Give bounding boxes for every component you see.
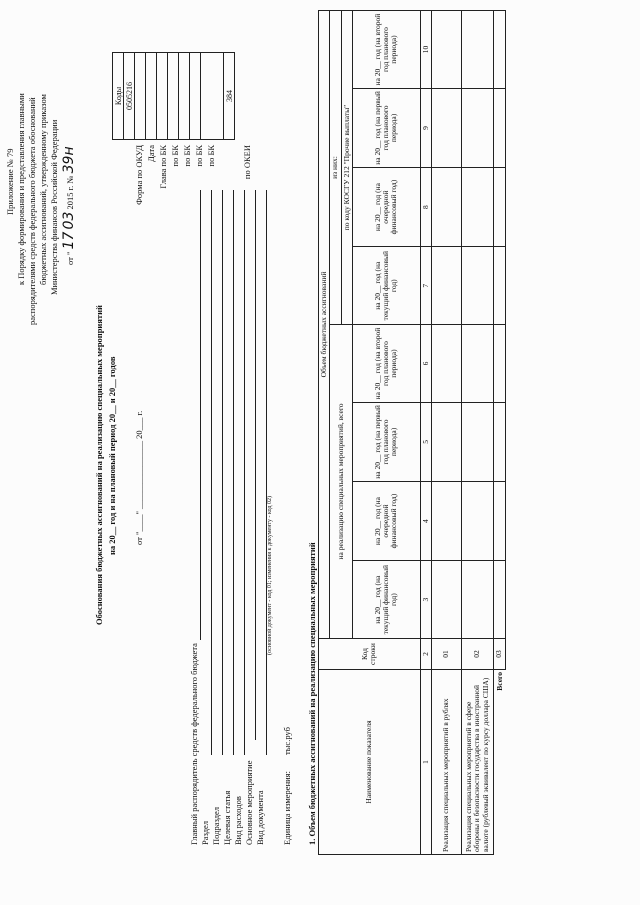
field-line-4 [233, 190, 234, 755]
cell [432, 11, 462, 89]
appendix-line2: к Порядку формирования и представления главными [16, 93, 26, 285]
codes-header: Коды [113, 53, 124, 140]
table-row [462, 11, 494, 855]
code-bk2 [168, 53, 179, 140]
document-title: Обоснования бюджетных ассигнований на реализацию специальных мероприятий [94, 305, 104, 625]
cell [462, 11, 494, 89]
codes-table [112, 52, 235, 140]
field-podrazdel: Подраздел [211, 806, 221, 845]
th-col-6: на 20__ год (на очередной финансовый год) [352, 167, 420, 247]
th-code: Код строки [319, 639, 421, 670]
cell [494, 167, 506, 247]
cell [462, 481, 494, 561]
num-8: 8 [420, 167, 431, 247]
field-osnovnoe: Основное мероприятие [244, 760, 254, 845]
field-line-7 [266, 190, 267, 755]
appendix-date-prefix: от " [65, 251, 75, 265]
cell [494, 11, 506, 89]
num-3: 3 [420, 561, 431, 639]
field-line-3 [222, 190, 223, 755]
row-1-name: Реализация специальных мероприятий в рублях [432, 670, 462, 855]
cell [462, 561, 494, 639]
field-vid-doc: Вид документа [255, 790, 265, 845]
num-2: 2 [420, 639, 431, 670]
table-row [432, 11, 462, 855]
main-table [318, 10, 506, 855]
cell [462, 325, 494, 403]
appendix-date [61, 146, 77, 265]
code-bk1 [157, 53, 168, 140]
num-7: 7 [420, 247, 431, 325]
cell [432, 325, 462, 403]
num-9: 9 [420, 89, 431, 168]
th-col-1: на 20__ год (на текущий финансовый год) [352, 561, 420, 639]
appendix-number: 39н [61, 146, 77, 174]
th-name: Наименование показателя [319, 670, 421, 855]
field-line-2 [211, 190, 212, 755]
cell [432, 247, 462, 325]
cell [432, 403, 462, 482]
th-total: на реализацию специальных мероприятий, всего [330, 325, 353, 639]
num-4: 4 [420, 481, 431, 561]
field-razdel: Раздел [200, 820, 210, 845]
code-bk3 [179, 53, 190, 140]
cell [494, 89, 506, 168]
num-5: 5 [420, 403, 431, 482]
th-col-2: на 20__ год (на очередной финансовый год) [352, 481, 420, 561]
unit-label: Единица измерения: [282, 771, 292, 845]
unit-value: тыс.руб [282, 727, 292, 755]
appendix-line4: бюджетных ассигнований, утвержденному приказом [38, 94, 48, 285]
field-line-5 [244, 190, 245, 755]
row-3-code: 03 [494, 639, 506, 670]
code-date [135, 53, 146, 140]
code-label-bk1: по БК [170, 145, 180, 167]
cell [432, 89, 462, 168]
th-col-5: на 20__ год (на текущий финансовый год) [352, 247, 420, 325]
cell [494, 247, 506, 325]
code-bk4 [190, 53, 201, 140]
code-label-bk2: по БК [182, 145, 192, 167]
section-title: 1. Объем бюджетных ассигнований на реализацию специальных мероприятий [307, 542, 317, 845]
num-1: 1 [420, 670, 431, 855]
field-line-6 [255, 190, 256, 740]
field-celevaya: Целевая статья [222, 790, 232, 845]
appendix-year: 2015 г. № [65, 175, 75, 210]
num-6: 6 [420, 325, 431, 403]
cell [462, 89, 494, 168]
th-volume: Объем бюджетных ассигнований [319, 11, 330, 639]
cell [432, 167, 462, 247]
th-kosgu: по коду КОСГУ 212 "Прочие выплаты" [341, 11, 352, 325]
row-3-name: Всего [494, 672, 504, 691]
cell [494, 561, 506, 639]
document-date: от "____" ________________ 20___ г. [134, 410, 144, 545]
cell [432, 481, 462, 561]
doc-type-note: (основной документ - код 01; изменения к документу - код 02) [267, 496, 273, 655]
code-okud: 0505216 [124, 53, 135, 140]
th-col-4: на 20__ год (на второй год планового периода) [352, 325, 420, 403]
field-vid-rashodov: Вид расходов [233, 796, 243, 845]
appendix-line5: Министерства финансов Российской Федерации [49, 119, 59, 295]
num-10: 10 [420, 11, 431, 89]
code-label-glava: Глава по БК [158, 145, 168, 189]
cell [494, 325, 506, 403]
appendix-line1: Приложение № 79 [5, 148, 15, 215]
cell [432, 561, 462, 639]
appendix-line3: распорядителями средств федерального бюджета обоснований [27, 97, 37, 325]
code-empty [201, 53, 224, 140]
code-label-bk4: по БК [206, 145, 216, 167]
code-okei: 384 [224, 53, 235, 140]
cell [462, 167, 494, 247]
field-glavny-raspor: Главный распорядитель средств федерального бюджета [189, 643, 199, 845]
cell [494, 403, 506, 482]
th-incl: из них: [330, 11, 341, 325]
code-label-date: Дата [146, 145, 156, 162]
code-label-okud: Форма по ОКУД [134, 145, 144, 205]
th-col-3: на 20__ год (на первый год планового периода) [352, 403, 420, 482]
code-glava [146, 53, 157, 140]
cell [494, 481, 506, 561]
cell [462, 403, 494, 482]
th-col-8: на 20__ год (на второй год планового периода) [352, 11, 420, 89]
cell [462, 247, 494, 325]
appendix-month: 03 [61, 211, 77, 230]
row-1-code: 01 [432, 639, 462, 670]
field-line-1 [200, 190, 201, 640]
code-label-bk3: по БК [194, 145, 204, 167]
table-row [494, 11, 506, 855]
row-2-name: Реализация специальных мероприятий в сфере обороны и безопасности государства в иностранной валюте (рублевый эквивалент по курсу доллара США) [462, 670, 494, 855]
document-subtitle: на 20__ год и на плановый период 20__ и 20__ годов [107, 356, 117, 555]
appendix-day: 17 [61, 231, 77, 250]
row-2-code: 02 [462, 639, 494, 670]
code-label-okei: по ОКЕИ [242, 145, 252, 180]
th-col-7: на 20__ год (на первый год планового периода) [352, 89, 420, 168]
